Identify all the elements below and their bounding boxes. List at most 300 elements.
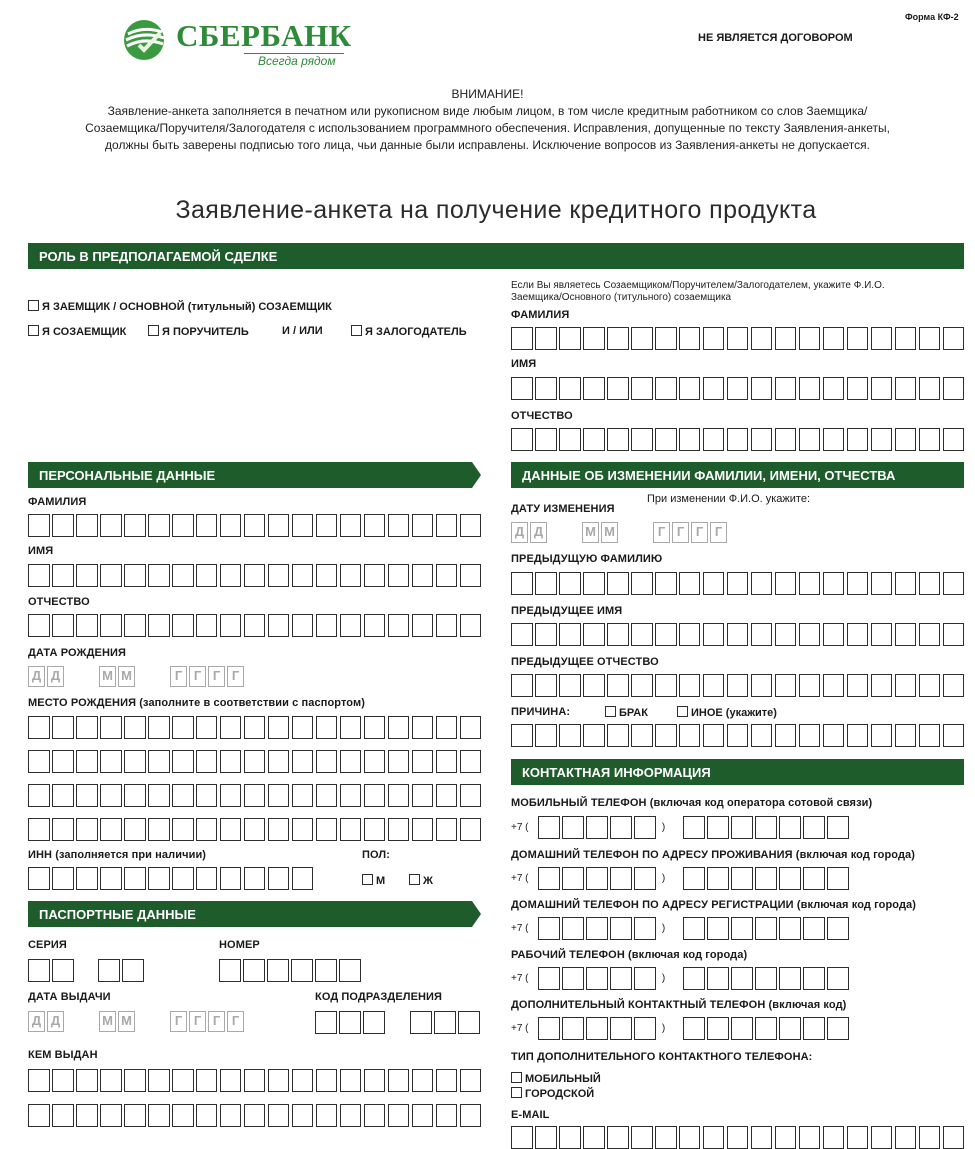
input-cell[interactable] (316, 716, 338, 739)
input-cell[interactable] (316, 1069, 338, 1092)
input-cell[interactable] (703, 1126, 725, 1149)
phone-code-cell[interactable] (634, 867, 656, 890)
input-cell[interactable] (388, 564, 410, 587)
input-cell[interactable] (412, 564, 434, 587)
input-cell[interactable] (919, 572, 941, 595)
input-cell[interactable] (799, 572, 821, 595)
input-cell[interactable] (292, 514, 314, 537)
input-cell[interactable] (460, 784, 482, 807)
input-cell[interactable] (172, 867, 194, 890)
input-cell[interactable] (316, 784, 338, 807)
input-cell[interactable] (460, 514, 482, 537)
input-cell[interactable] (196, 1104, 218, 1127)
input-cell[interactable] (291, 959, 313, 982)
extra-phone-field[interactable] (511, 1017, 851, 1040)
input-cell[interactable] (895, 623, 917, 646)
input-cell[interactable] (148, 514, 170, 537)
input-cell[interactable] (679, 572, 701, 595)
date-month-cell[interactable]: М (118, 666, 135, 687)
phone-code-cell[interactable] (538, 1017, 560, 1040)
phone-number-cell[interactable] (683, 816, 705, 839)
input-cell[interactable] (679, 724, 701, 747)
input-cell[interactable] (196, 867, 218, 890)
input-cell[interactable] (172, 784, 194, 807)
passport-series-cells-2[interactable] (98, 959, 146, 982)
input-cell[interactable] (52, 750, 74, 773)
input-cell[interactable] (511, 724, 533, 747)
input-cell[interactable] (268, 1069, 290, 1092)
input-cell[interactable] (436, 716, 458, 739)
input-cell[interactable] (799, 428, 821, 451)
phone-code-cell[interactable] (538, 917, 560, 940)
role-coborrower-option[interactable] (28, 325, 126, 338)
input-cell[interactable] (196, 716, 218, 739)
input-cell[interactable] (28, 564, 50, 587)
input-cell[interactable] (727, 572, 749, 595)
input-cell[interactable] (28, 1104, 50, 1127)
date-year-cell[interactable]: Г (208, 666, 225, 687)
phone-code-cell[interactable] (634, 917, 656, 940)
input-cell[interactable] (751, 377, 773, 400)
input-cell[interactable] (511, 623, 533, 646)
input-cell[interactable] (52, 784, 74, 807)
input-cell[interactable] (52, 1069, 74, 1092)
input-cell[interactable] (559, 1126, 581, 1149)
input-cell[interactable] (631, 428, 653, 451)
input-cell[interactable] (847, 572, 869, 595)
input-cell[interactable] (172, 716, 194, 739)
input-cell[interactable] (220, 564, 242, 587)
input-cell[interactable] (172, 614, 194, 637)
date-month-cell[interactable]: М (99, 666, 116, 687)
input-cell[interactable] (436, 750, 458, 773)
phone-code-cell[interactable] (634, 967, 656, 990)
input-cell[interactable] (583, 724, 605, 747)
input-cell[interactable] (511, 327, 533, 350)
phone-number-cell[interactable] (683, 917, 705, 940)
phone-number-cell[interactable] (731, 1017, 753, 1040)
input-cell[interactable] (124, 614, 146, 637)
input-cell[interactable] (679, 377, 701, 400)
input-cell[interactable] (823, 327, 845, 350)
input-cell[interactable] (220, 1069, 242, 1092)
input-cell[interactable] (775, 428, 797, 451)
input-cell[interactable] (364, 716, 386, 739)
issue-date-cells[interactable] (28, 1011, 246, 1032)
phone-number-cell[interactable] (731, 816, 753, 839)
sex-male-option[interactable] (362, 874, 385, 887)
role-name-cells[interactable] (511, 377, 967, 400)
input-cell[interactable] (847, 1126, 869, 1149)
input-cell[interactable] (172, 564, 194, 587)
input-cell[interactable] (412, 818, 434, 841)
input-cell[interactable] (268, 818, 290, 841)
input-cell[interactable] (340, 614, 362, 637)
input-cell[interactable] (823, 674, 845, 697)
phone-code-cell[interactable] (586, 967, 608, 990)
input-cell[interactable] (871, 623, 893, 646)
prev-patronymic-cells[interactable] (511, 674, 967, 697)
input-cell[interactable] (339, 959, 361, 982)
input-cell[interactable] (76, 1104, 98, 1127)
input-cell[interactable] (364, 784, 386, 807)
input-cell[interactable] (292, 614, 314, 637)
input-cell[interactable] (340, 716, 362, 739)
phone-code-cell[interactable] (610, 917, 632, 940)
input-cell[interactable] (124, 750, 146, 773)
date-year-cell[interactable]: Г (189, 666, 206, 687)
input-cell[interactable] (388, 1069, 410, 1092)
input-cell[interactable] (292, 867, 314, 890)
input-cell[interactable] (124, 716, 146, 739)
phone-code-cell[interactable] (610, 816, 632, 839)
input-cell[interactable] (52, 867, 74, 890)
input-cell[interactable] (871, 1126, 893, 1149)
input-cell[interactable] (340, 818, 362, 841)
change-date-cells[interactable] (511, 522, 729, 543)
input-cell[interactable] (220, 818, 242, 841)
input-cell[interactable] (727, 1126, 749, 1149)
input-cell[interactable] (412, 716, 434, 739)
phone-number-cell[interactable] (803, 867, 825, 890)
input-cell[interactable] (52, 1104, 74, 1127)
input-cell[interactable] (196, 1069, 218, 1092)
input-cell[interactable] (535, 724, 557, 747)
input-cell[interactable] (607, 327, 629, 350)
phone-number-cell[interactable] (731, 867, 753, 890)
input-cell[interactable] (412, 514, 434, 537)
input-cell[interactable] (799, 674, 821, 697)
input-cell[interactable] (100, 614, 122, 637)
date-year-cell[interactable]: Г (227, 666, 244, 687)
input-cell[interactable] (943, 428, 965, 451)
input-cell[interactable] (895, 377, 917, 400)
phone-number-cell[interactable] (779, 816, 801, 839)
date-year-cell[interactable]: Г (208, 1011, 225, 1032)
input-cell[interactable] (583, 327, 605, 350)
input-cell[interactable] (122, 959, 144, 982)
birth-place-cells-3[interactable] (28, 784, 484, 807)
input-cell[interactable] (703, 377, 725, 400)
input-cell[interactable] (895, 674, 917, 697)
input-cell[interactable] (172, 818, 194, 841)
phone-code-cell[interactable] (610, 1017, 632, 1040)
input-cell[interactable] (919, 377, 941, 400)
input-cell[interactable] (511, 377, 533, 400)
input-cell[interactable] (436, 784, 458, 807)
input-cell[interactable] (388, 750, 410, 773)
sex-female-option[interactable] (409, 874, 433, 887)
input-cell[interactable] (436, 1069, 458, 1092)
guarantor-checkbox[interactable] (148, 325, 159, 336)
input-cell[interactable] (219, 959, 241, 982)
input-cell[interactable] (631, 377, 653, 400)
input-cell[interactable] (655, 674, 677, 697)
input-cell[interactable] (727, 327, 749, 350)
input-cell[interactable] (364, 564, 386, 587)
personal-name-cells[interactable] (28, 564, 484, 587)
input-cell[interactable] (631, 674, 653, 697)
phone-code-cell[interactable] (562, 867, 584, 890)
date-year-cell[interactable]: Г (672, 522, 689, 543)
input-cell[interactable] (799, 1126, 821, 1149)
input-cell[interactable] (895, 724, 917, 747)
phone-code-cell[interactable] (562, 816, 584, 839)
input-cell[interactable] (460, 818, 482, 841)
input-cell[interactable] (511, 1126, 533, 1149)
phone-number-cell[interactable] (779, 867, 801, 890)
input-cell[interactable] (220, 1104, 242, 1127)
input-cell[interactable] (292, 1069, 314, 1092)
input-cell[interactable] (268, 514, 290, 537)
input-cell[interactable] (655, 428, 677, 451)
input-cell[interactable] (124, 1104, 146, 1127)
input-cell[interactable] (220, 867, 242, 890)
input-cell[interactable] (460, 564, 482, 587)
reason-other-cells[interactable] (511, 724, 967, 747)
input-cell[interactable] (52, 716, 74, 739)
input-cell[interactable] (412, 750, 434, 773)
input-cell[interactable] (631, 724, 653, 747)
input-cell[interactable] (679, 623, 701, 646)
date-day-cell[interactable]: Д (47, 1011, 64, 1032)
input-cell[interactable] (943, 724, 965, 747)
input-cell[interactable] (751, 724, 773, 747)
date-day-cell[interactable]: Д (28, 1011, 45, 1032)
input-cell[interactable] (751, 327, 773, 350)
input-cell[interactable] (631, 1126, 653, 1149)
input-cell[interactable] (703, 428, 725, 451)
input-cell[interactable] (727, 623, 749, 646)
input-cell[interactable] (244, 818, 266, 841)
input-cell[interactable] (751, 623, 773, 646)
phone-code-cell[interactable] (586, 867, 608, 890)
input-cell[interactable] (340, 1104, 362, 1127)
input-cell[interactable] (847, 327, 869, 350)
input-cell[interactable] (52, 514, 74, 537)
input-cell[interactable] (340, 564, 362, 587)
input-cell[interactable] (100, 818, 122, 841)
input-cell[interactable] (460, 716, 482, 739)
input-cell[interactable] (679, 327, 701, 350)
input-cell[interactable] (100, 784, 122, 807)
birth-place-cells-2[interactable] (28, 750, 484, 773)
input-cell[interactable] (775, 724, 797, 747)
passport-number-cells[interactable] (219, 959, 363, 982)
input-cell[interactable] (268, 716, 290, 739)
input-cell[interactable] (172, 750, 194, 773)
input-cell[interactable] (220, 716, 242, 739)
type-landline-option[interactable] (511, 1087, 594, 1100)
other-checkbox[interactable] (677, 706, 688, 717)
input-cell[interactable] (244, 1069, 266, 1092)
date-month-cell[interactable]: М (99, 1011, 116, 1032)
input-cell[interactable] (919, 674, 941, 697)
reason-marriage-option[interactable] (605, 706, 648, 719)
input-cell[interactable] (148, 1069, 170, 1092)
input-cell[interactable] (316, 750, 338, 773)
phone-number-cell[interactable] (683, 1017, 705, 1040)
female-checkbox[interactable] (409, 874, 420, 885)
input-cell[interactable] (943, 1126, 965, 1149)
input-cell[interactable] (799, 377, 821, 400)
input-cell[interactable] (28, 959, 50, 982)
marriage-checkbox[interactable] (605, 706, 616, 717)
type-landline-checkbox[interactable] (511, 1087, 522, 1098)
phone-number-cell[interactable] (827, 917, 849, 940)
input-cell[interactable] (434, 1011, 456, 1034)
input-cell[interactable] (436, 818, 458, 841)
input-cell[interactable] (100, 1104, 122, 1127)
input-cell[interactable] (607, 1126, 629, 1149)
birth-place-cells-4[interactable] (28, 818, 484, 841)
input-cell[interactable] (727, 724, 749, 747)
input-cell[interactable] (76, 1069, 98, 1092)
input-cell[interactable] (919, 623, 941, 646)
input-cell[interactable] (315, 1011, 337, 1034)
input-cell[interactable] (511, 572, 533, 595)
input-cell[interactable] (583, 623, 605, 646)
input-cell[interactable] (363, 1011, 385, 1034)
issued-by-cells-1[interactable] (28, 1069, 484, 1092)
input-cell[interactable] (559, 327, 581, 350)
input-cell[interactable] (895, 327, 917, 350)
input-cell[interactable] (895, 572, 917, 595)
date-year-cell[interactable]: Г (170, 666, 187, 687)
reason-other-option[interactable] (677, 706, 777, 719)
input-cell[interactable] (76, 614, 98, 637)
input-cell[interactable] (124, 564, 146, 587)
personal-patronymic-cells[interactable] (28, 614, 484, 637)
input-cell[interactable] (124, 784, 146, 807)
input-cell[interactable] (655, 572, 677, 595)
input-cell[interactable] (823, 623, 845, 646)
input-cell[interactable] (267, 959, 289, 982)
input-cell[interactable] (220, 514, 242, 537)
input-cell[interactable] (799, 623, 821, 646)
phone-number-cell[interactable] (707, 867, 729, 890)
input-cell[interactable] (799, 327, 821, 350)
input-cell[interactable] (703, 724, 725, 747)
issued-by-cells-2[interactable] (28, 1104, 484, 1127)
input-cell[interactable] (196, 614, 218, 637)
input-cell[interactable] (799, 724, 821, 747)
input-cell[interactable] (775, 623, 797, 646)
phone-number-cell[interactable] (803, 917, 825, 940)
date-month-cell[interactable]: М (601, 522, 618, 543)
input-cell[interactable] (315, 959, 337, 982)
date-year-cell[interactable]: Г (227, 1011, 244, 1032)
input-cell[interactable] (703, 327, 725, 350)
input-cell[interactable] (559, 623, 581, 646)
input-cell[interactable] (340, 1069, 362, 1092)
phone-number-cell[interactable] (755, 867, 777, 890)
input-cell[interactable] (316, 564, 338, 587)
date-day-cell[interactable]: Д (28, 666, 45, 687)
input-cell[interactable] (823, 572, 845, 595)
input-cell[interactable] (244, 750, 266, 773)
phone-number-cell[interactable] (707, 917, 729, 940)
input-cell[interactable] (292, 716, 314, 739)
input-cell[interactable] (388, 1104, 410, 1127)
input-cell[interactable] (100, 750, 122, 773)
input-cell[interactable] (292, 818, 314, 841)
role-borrower-option[interactable] (28, 300, 332, 313)
input-cell[interactable] (943, 327, 965, 350)
input-cell[interactable] (364, 514, 386, 537)
prev-name-cells[interactable] (511, 623, 967, 646)
input-cell[interactable] (316, 514, 338, 537)
input-cell[interactable] (631, 623, 653, 646)
input-cell[interactable] (340, 514, 362, 537)
input-cell[interactable] (823, 1126, 845, 1149)
input-cell[interactable] (631, 327, 653, 350)
input-cell[interactable] (535, 1126, 557, 1149)
date-year-cell[interactable]: Г (653, 522, 670, 543)
input-cell[interactable] (148, 867, 170, 890)
input-cell[interactable] (268, 564, 290, 587)
input-cell[interactable] (148, 818, 170, 841)
phone-number-cell[interactable] (827, 867, 849, 890)
input-cell[interactable] (823, 377, 845, 400)
inn-cells[interactable] (28, 867, 316, 890)
role-surname-cells[interactable] (511, 327, 967, 350)
input-cell[interactable] (823, 428, 845, 451)
input-cell[interactable] (76, 564, 98, 587)
input-cell[interactable] (124, 818, 146, 841)
input-cell[interactable] (124, 1069, 146, 1092)
input-cell[interactable] (28, 784, 50, 807)
male-checkbox[interactable] (362, 874, 373, 885)
input-cell[interactable] (943, 623, 965, 646)
phone-number-cell[interactable] (755, 816, 777, 839)
input-cell[interactable] (535, 572, 557, 595)
phone-code-cell[interactable] (586, 1017, 608, 1040)
input-cell[interactable] (172, 1104, 194, 1127)
input-cell[interactable] (727, 377, 749, 400)
input-cell[interactable] (412, 1104, 434, 1127)
input-cell[interactable] (268, 867, 290, 890)
date-year-cell[interactable]: Г (710, 522, 727, 543)
input-cell[interactable] (871, 428, 893, 451)
input-cell[interactable] (388, 716, 410, 739)
birth-place-cells-1[interactable] (28, 716, 484, 739)
phone-code-cell[interactable] (610, 967, 632, 990)
input-cell[interactable] (607, 428, 629, 451)
input-cell[interactable] (436, 1104, 458, 1127)
input-cell[interactable] (100, 514, 122, 537)
input-cell[interactable] (268, 1104, 290, 1127)
phone-code-cell[interactable] (562, 1017, 584, 1040)
input-cell[interactable] (436, 614, 458, 637)
input-cell[interactable] (76, 818, 98, 841)
input-cell[interactable] (919, 1126, 941, 1149)
input-cell[interactable] (244, 1104, 266, 1127)
input-cell[interactable] (412, 1069, 434, 1092)
phone-number-cell[interactable] (827, 816, 849, 839)
input-cell[interactable] (316, 818, 338, 841)
input-cell[interactable] (535, 327, 557, 350)
input-cell[interactable] (847, 674, 869, 697)
phone-number-cell[interactable] (707, 967, 729, 990)
input-cell[interactable] (655, 623, 677, 646)
input-cell[interactable] (76, 867, 98, 890)
input-cell[interactable] (919, 327, 941, 350)
input-cell[interactable] (460, 1069, 482, 1092)
phone-code-cell[interactable] (538, 867, 560, 890)
input-cell[interactable] (751, 572, 773, 595)
pledger-checkbox[interactable] (351, 325, 362, 336)
